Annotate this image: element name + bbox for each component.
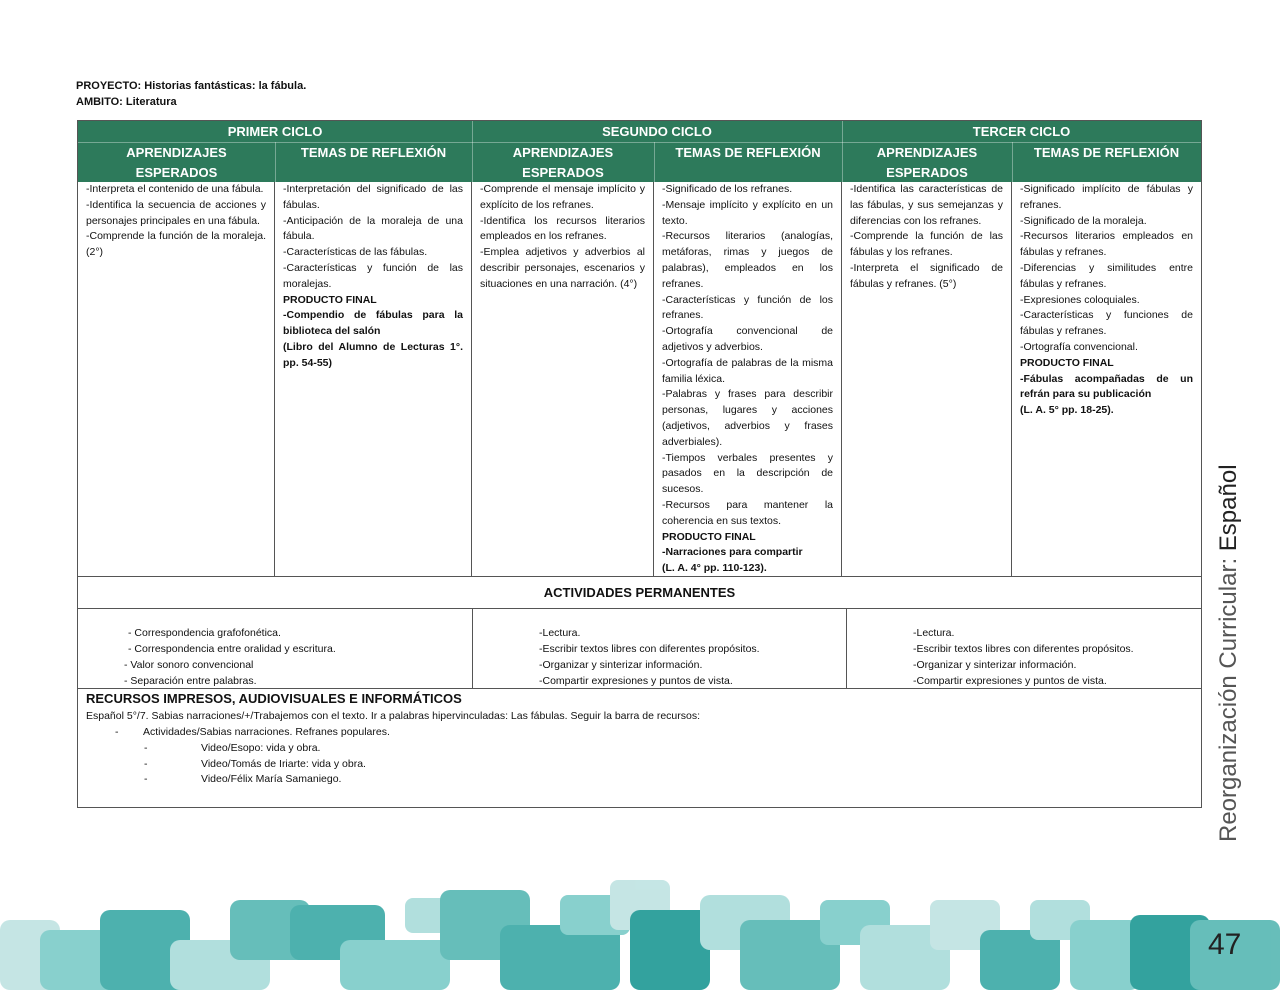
list-item: -Características de las fábulas. — [283, 246, 428, 259]
list-item: -Escribir textos libres con diferentes propósitos. — [913, 643, 1134, 655]
video-link[interactable]: Video/Esopo: vida y obra. — [201, 742, 321, 754]
aprendizajes-header-3: APRENDIZAJES — [876, 144, 978, 160]
list-item: -Mensaje implícito y explícito en un texto. — [662, 198, 833, 227]
cycle-header-1: PRIMER CICLO — [227, 124, 323, 139]
side-title-light: Reorganización Curricular: — [1215, 551, 1242, 842]
video-link[interactable]: Video/Tomás de Iriarte: vida y obra. — [201, 758, 366, 770]
list-item: -Tiempos verbales presentes y pasados en la descripción de sucesos. — [662, 451, 833, 496]
ambito-title: AMBITO: Literatura — [76, 96, 177, 108]
producto-final-item: (L. A. 5° pp. 18-25). — [1020, 404, 1114, 417]
segundo-temas — [654, 182, 842, 576]
producto-final-item: -Narraciones para compartir — [662, 546, 803, 559]
list-item: -Diferencias y similitudes entre fábulas y refranes. — [1020, 261, 1193, 290]
list-item: -Significado de la moraleja. — [1020, 214, 1147, 227]
tercer-temas — [1012, 182, 1201, 576]
list-item: -Ortografía de palabras de la misma familia léxica. — [662, 356, 833, 385]
producto-final-item: (Libro del Alumno de Lecturas 1°. pp. 54-55) — [283, 340, 463, 369]
list-item: -Ortografía convencional. — [1020, 340, 1138, 353]
list-item: -Comprende el mensaje implícito y explícito de los refranes. — [480, 183, 645, 211]
list-item: -Comprende la función de la moraleja.(2°) — [86, 230, 266, 259]
actividades-permanentes — [77, 577, 1202, 689]
list-item: -Compartir expresiones y puntos de vista. — [913, 675, 1107, 687]
producto-final-label: PRODUCTO FINAL — [1020, 356, 1114, 369]
list-item: -Expresiones coloquiales. — [1020, 293, 1140, 306]
side-title — [1204, 460, 1254, 850]
list-item: - Correspondencia grafofonética. — [128, 627, 281, 639]
list-item: -Características y función de las moralejas. — [283, 261, 463, 290]
list-item: -Anticipación de la moraleja de una fábula. — [283, 214, 463, 243]
svg-text:Reorganización Curricular: Esp — [1215, 464, 1242, 842]
actividades-segundo — [539, 609, 760, 688]
list-bullet: - — [144, 773, 148, 785]
producto-final-label: PRODUCTO FINAL — [283, 293, 377, 306]
primer-temas — [275, 182, 472, 576]
producto-final-item: -Fábulas acompañadas de un refrán para su publicación — [1020, 372, 1193, 401]
tercer-aprendizajes — [842, 182, 1012, 576]
list-item: -Identifica los recursos literarios empleados en los refranes. — [480, 214, 645, 243]
list-item: -Recursos literarios (analogías, metáforas, rimas y juegos de palabras), empleados en los refranes. — [662, 230, 833, 290]
list-item: - Valor sonoro convencional — [124, 659, 254, 671]
list-item: -Características y función de los refranes. — [662, 293, 833, 322]
list-item: - Separación entre palabras. — [124, 675, 257, 687]
temas-header-2: TEMAS DE REFLEXIÓN — [675, 144, 821, 160]
list-item: -Organizar y sinterizar información. — [539, 659, 703, 671]
list-item: -Lectura. — [913, 627, 955, 639]
list-item: -Interpreta el significado de fábulas y refranes. (5°) — [850, 261, 1003, 290]
list-item: -Escribir textos libres con diferentes propósitos. — [539, 643, 760, 655]
side-title-bold: Español — [1215, 464, 1242, 552]
table-header — [78, 121, 1201, 182]
temas-header-3: TEMAS DE REFLEXIÓN — [1033, 144, 1180, 160]
list-item: -Interpreta el contenido de una fábula. — [86, 183, 264, 195]
list-item: -Organizar y sinterizar información. — [913, 659, 1077, 671]
list-item: -Ortografía convencional de adjetivos y adverbios. — [662, 325, 833, 353]
aprendizajes-header-2: APRENDIZAJES — [512, 144, 614, 160]
list-item: -Identifica la secuencia de acciones y personajes principales en una fábula. — [86, 198, 266, 227]
list-item: -Emplea adjetivos y adverbios al describir personajes, escenarios y situaciones en una narración. (4°) — [480, 246, 645, 290]
list-item: -Características y funciones de fábulas y refranes. — [1020, 309, 1193, 338]
temas-header-1: TEMAS DE REFLEXIÓN — [300, 144, 447, 160]
page-number: 47 — [1208, 928, 1242, 961]
recursos-item: Actividades/Sabias narraciones. Refranes populares. — [143, 726, 390, 738]
list-item: -Interpretación del significado de las fábulas. — [283, 183, 463, 211]
cycle-header-3: TERCER CICLO — [972, 124, 1071, 139]
list-item: -Significado implícito de fábulas y refranes. — [1020, 183, 1193, 211]
curriculum-table — [77, 120, 1202, 577]
aprendizajes-header-1: APRENDIZAJES — [126, 144, 227, 160]
actividades-tercer — [913, 609, 1134, 688]
producto-final-label: PRODUCTO FINAL — [662, 530, 756, 543]
esperados-header-1: ESPERADOS — [135, 164, 218, 180]
list-item: -Recursos para mantener la coherencia en sus textos. — [662, 498, 833, 527]
project-title: PROYECTO: Historias fantásticas: la fábula. — [76, 80, 307, 92]
actividades-title: ACTIVIDADES PERMANENTES — [78, 577, 1201, 609]
recursos-title: RECURSOS IMPRESOS, AUDIOVISUALES E INFORMÁTICOS — [86, 691, 462, 706]
primer-aprendizajes — [78, 182, 275, 576]
producto-final-item: -Compendio de fábulas para la biblioteca del salón — [283, 309, 463, 338]
esperados-header-2: ESPERADOS — [522, 164, 604, 180]
cycle-header-2: SEGUNDO CICLO — [602, 124, 712, 139]
decorative-background — [0, 870, 1280, 990]
recursos-intro: Español 5°/7. Sabias narraciones/+/Trabajemos con el texto. Ir a palabras hipervinculadas: Las fábulas. Seguir la barra de recursos: — [86, 710, 701, 722]
list-item: -Palabras y frases para describir personas, lugares y acciones (adjetivos, adverbios y frases adverbiales). — [662, 388, 833, 448]
list-item: -Significado de los refranes. — [662, 183, 793, 195]
esperados-header-3: ESPERADOS — [886, 164, 968, 180]
list-item: -Compartir expresiones y puntos de vista. — [539, 675, 733, 687]
list-item: -Identifica las características de las fábulas, y sus semejanzas y diferencias con los refranes. — [850, 183, 1003, 227]
segundo-aprendizajes — [472, 182, 654, 576]
list-item: -Comprende la función de las fábulas y los refranes. — [850, 230, 1003, 259]
list-bullet: - — [144, 758, 148, 770]
list-bullet: - — [115, 726, 119, 738]
list-item: -Lectura. — [539, 627, 581, 639]
producto-final-item: (L. A. 4° pp. 110-123). — [662, 562, 767, 575]
list-bullet: - — [144, 742, 148, 754]
list-item: - Correspondencia entre oralidad y escritura. — [128, 643, 336, 655]
actividades-primer — [124, 609, 336, 688]
recursos-section — [77, 689, 1202, 808]
video-link[interactable]: Video/Félix María Samaniego. — [201, 773, 342, 785]
list-item: -Recursos literarios empleados en fábulas y refranes. — [1020, 230, 1193, 259]
side-title-svg — [1204, 460, 1254, 850]
